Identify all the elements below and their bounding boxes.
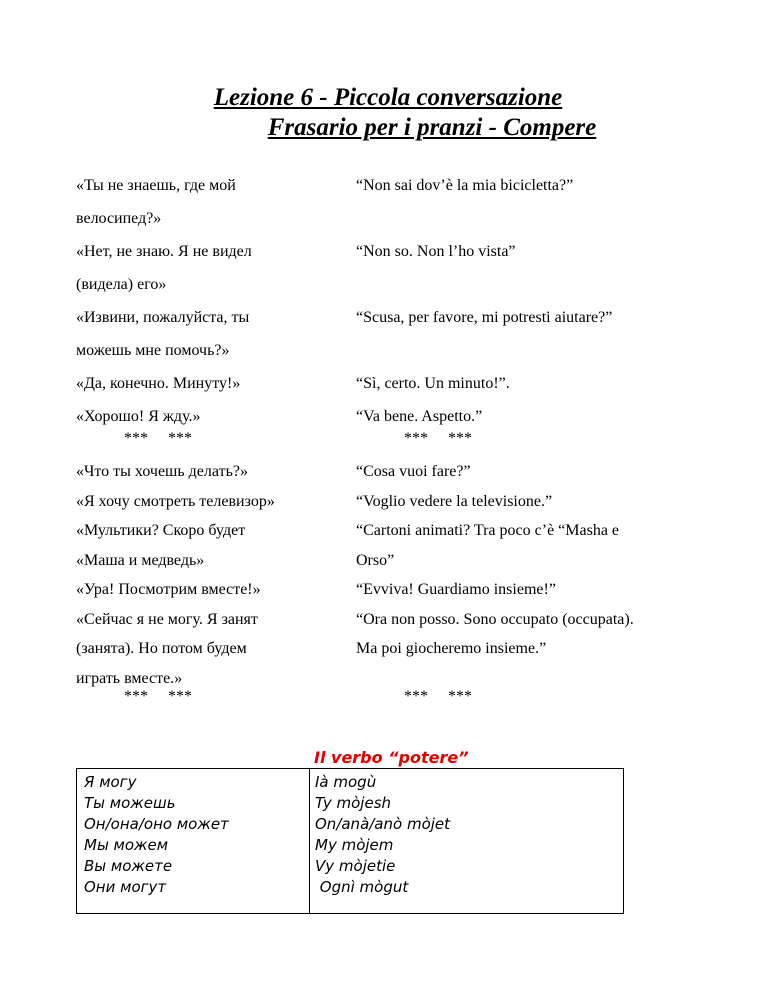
russian-line: «Извини, пожалуйста, ты bbox=[76, 309, 250, 326]
italian-line: “Cosa vuoi fare?” bbox=[356, 463, 471, 480]
russian-line: «Маша и медведь» bbox=[76, 551, 205, 569]
table-row: Он/она/оно может bbox=[84, 815, 229, 833]
italian-line: “Sì, certo. Un minuto!”. bbox=[356, 375, 510, 392]
russian-line: «Хорошо! Я жду.» bbox=[76, 408, 201, 425]
table-row: Ty mòjesh bbox=[315, 794, 392, 812]
table-row: My mòjem bbox=[315, 836, 394, 854]
separator-left-2: *** *** bbox=[124, 688, 192, 705]
table-row: On/anà/anò mòjet bbox=[315, 815, 451, 833]
russian-line: «Мультики? Скоро будет bbox=[76, 522, 246, 539]
russian-line: велосипед?» bbox=[76, 210, 162, 227]
italian-line: “Voglio vedere la televisione.” bbox=[356, 492, 553, 510]
italian-line: “Cartoni animati? Tra poco c’è “Masha e bbox=[356, 522, 620, 539]
separator-right-2: *** *** bbox=[404, 688, 472, 705]
table-row: Мы можем bbox=[84, 836, 169, 854]
table-row: Вы можете bbox=[84, 857, 173, 875]
russian-line: «Сейчас я не могу. Я занят bbox=[76, 610, 258, 628]
separator-left-1: *** *** bbox=[124, 430, 192, 447]
lesson-subtitle: Frasario per i pranzi - Compere bbox=[267, 114, 597, 141]
table-caption: Il verbo “potere” bbox=[314, 748, 469, 767]
italian-line: “Non sai dov’è la mia bicicletta?” bbox=[356, 177, 574, 194]
russian-line: «Что ты хочешь делать?» bbox=[76, 463, 248, 480]
italian-line: “Scusa, per favore, mi potresti aiutare?” bbox=[356, 309, 613, 326]
italian-line: Ma poi giocheremo insieme.” bbox=[356, 640, 547, 657]
italian-line: “Evviva! Guardiamo insieme!” bbox=[356, 581, 556, 598]
russian-line: (занята). Но потом будем bbox=[76, 640, 247, 657]
italian-line: “Non so. Non l’ho vista” bbox=[356, 243, 516, 260]
russian-line: (видела) его» bbox=[76, 276, 167, 293]
russian-line: можешь мне помочь?» bbox=[76, 342, 230, 359]
separator-right-1: *** *** bbox=[404, 430, 472, 447]
russian-forms-column bbox=[84, 772, 229, 898]
table-row: Ognì mògut bbox=[315, 878, 409, 896]
russian-line: «Ты не знаешь, где мой bbox=[76, 177, 236, 194]
russian-line: «Да, конечно. Минуту!» bbox=[76, 375, 241, 392]
table-row: Они могут bbox=[84, 878, 167, 896]
russian-line: играть вместе.» bbox=[76, 669, 183, 687]
italian-line: Orso” bbox=[356, 551, 395, 569]
table-row: Я могу bbox=[84, 773, 137, 791]
italian-line: “Ora non posso. Sono occupato (occupata). bbox=[356, 610, 634, 628]
table-row: Vy mòjetie bbox=[315, 857, 396, 875]
table-row: Ты можешь bbox=[84, 794, 176, 812]
verb-conjugation-table bbox=[76, 768, 624, 914]
italian-line: “Va bene. Aspetto.” bbox=[356, 408, 483, 425]
table-divider bbox=[309, 769, 310, 913]
russian-line: «Я хочу смотреть телевизор» bbox=[76, 492, 275, 510]
table-row: Ià mogù bbox=[315, 773, 377, 791]
transliteration-column bbox=[315, 772, 450, 898]
russian-line: «Ура! Посмотрим вместе!» bbox=[76, 581, 261, 598]
lesson-title: Lezione 6 - Piccola conversazione bbox=[213, 84, 563, 111]
russian-line: «Нет, не знаю. Я не видел bbox=[76, 243, 252, 260]
